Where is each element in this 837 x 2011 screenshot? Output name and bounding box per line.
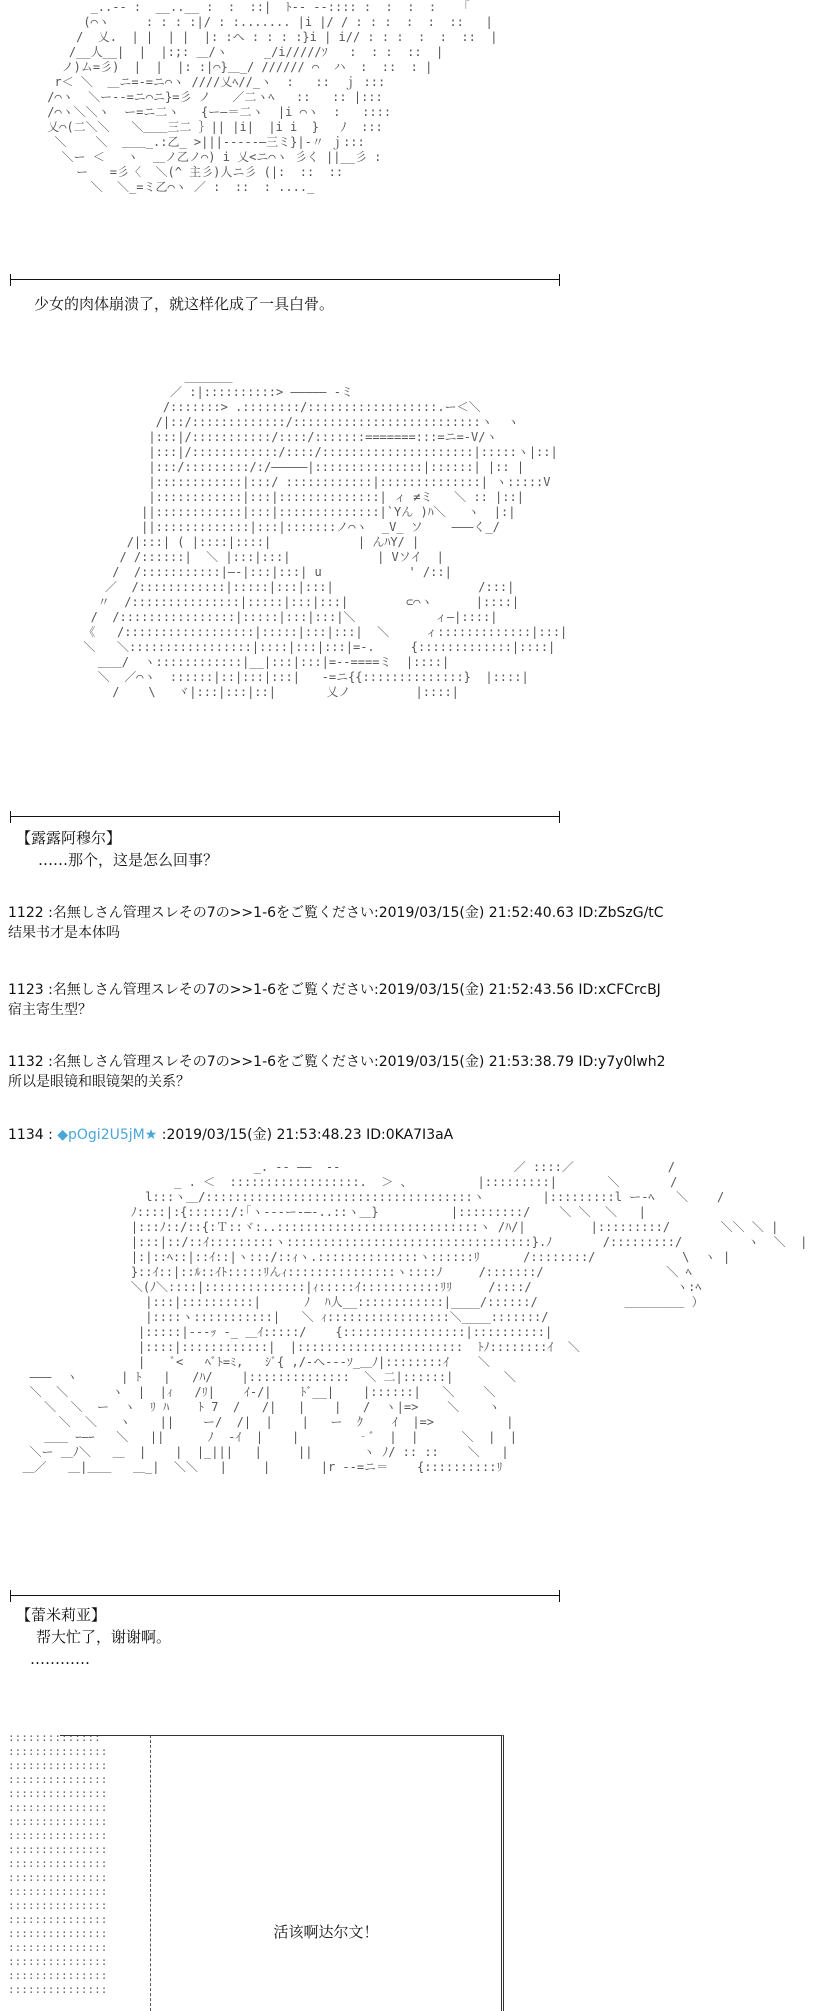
frame-text: 活该啊达尔文！ xyxy=(273,1923,379,1941)
post-1132 xyxy=(8,1052,666,1092)
ascii-dot-column: :::::::::::::: ::::::::::::::: ::::::::::::::: ::::::::::::::: ::::::::::::::: ::::::::::::::: ::::::::::::::: ::::::::::::::: ::::::::::::::: ::::::::::::::: ::::::::::::::: ::::::::::::::: ::::::::::::::: ::::::::::::::: ::::::::::::::: ::::::::::::::: ::::::::::::::: ::::::::::::::: ::::::::::::::: xyxy=(8,1731,108,1996)
narration-text: 少女的肉体崩溃了，就这样化成了一具白骨。 xyxy=(34,295,335,313)
speaker-name: 【露露阿穆尔】 xyxy=(16,829,122,847)
post-header: 1123 :名無しさん管理スレその7の>>1-6をご覧ください:2019/03/15(金) 21:52:43.56 ID:xCFCrcBJ xyxy=(8,982,661,998)
panel-divider xyxy=(10,816,560,817)
post-1123 xyxy=(8,980,661,1020)
post-header: 1122 :名無しさん管理スレその7の>>1-6をご覧ください:2019/03/15(金) 21:52:40.63 ID:ZbSzG/tC xyxy=(8,905,664,921)
dialogue-frame xyxy=(150,1735,504,2011)
post-body: 结果书才是本体吗 xyxy=(8,925,120,941)
ascii-art-skeleton: _..-‐ : __..__ : : ::| ﾄ-‐ ‐-:::: : : : : 「 (⌒ヽ : : : :|/ : :....... |i |/ / : : : : : :: | / 乂. | | | | |: :ヘ : : : :}i | i// : : : : : :: | /__人__| | |:;: ＿/ヽ _/i/////ｿ : : : :: | ノ)ム=彡) | | |: :|⌒}＿_/ ////// ⌒ ハ : :: : | r＜ ＼ ＿ニ=-=ニ⌒ヽ ////乂ﾍ//_ヽ : :: ｊ ::: /⌒ヽ ＼ー‐‐=ニ⌒ニ}=彡 ノ ／二ヽﾍ :: :: |::: /⌒ヽ＼＼ヽ ー=ニ二ヽ {ー―＝二ヽ |i ⌒ヽ : :::: 乂⌒(二＼＼ ＼＿＿三二 ｝|| |i| |i i } ﾉ ::: ＼ ＼ ＿＿_.:乙_ >|||‐‐‐‐‐―三ミ}|‐〃 ｊ::: ＼ー ＜ ヽ ＿ノ乙ノ⌒) i 乂<ニ⌒ヽ 彡く ||__彡 : ー =彡〈 ＼(^ 主彡)人ニ彡 (|: :: :: ＼ ＼_=ミ乙⌒ヽ ／ : :: : ...._ xyxy=(47,0,498,194)
speaker-name: 【蕾米莉亚】 xyxy=(16,1606,107,1624)
frame-top-left-line xyxy=(60,1735,150,1736)
ascii-art-character-remilia: _. -‐ ―― ‐- ／ ::::／ / _ . ＜ ::::::::::::::::::. ＞ 、 |:::::::::| ＼ / l:::ヽ＿/:::::::::::::::::::::::::::::::::::::ヽ |:::::::::l ー‐ﾍ ＼ / ﾉ::::|:{::::::/:｢ヽ‐‐-ー-―-..::ヽ＿} |:::::::::/ ＼ ＼ ＼ | |:::ﾉ::/::{:Ｔ::ヾ:..::::::::::::::::::::::::::::ヽ /ﾊ/| |:::::::::/ ＼＼ ＼ | |:::|::/::ｲ:::::::::ヽ::::::::::::::::::::::::::::::::::}.ﾉ /:::::::::/ ヽ ＼ | |:|::ﾍ::|::ｲ::|ヽ:::/::ｨヽ.::::::::::::::ヽ::::::ﾘ /::::::::/ \ ヽ | }::ｲ::|::ﾙ::ｲﾄ:::::ﾘんｨ:::::::::::::::ヽ::::ﾉ /:::::::/ ＼ ﾍ ＼(ﾉ＼::::|::::::::::::::|ｨ:::::ｲ:::::::::::ﾘﾘ /::::/ ヽ:ﾍ |:::|::::::::::| ﾉ ﾊ人__::::::::::::|____/::::::/ ＿＿＿＿＿ ） |::::ヽ:::::::::::| ＼ ｨ:::::::::::::::::＼____:::::::/ |:::::|‐--ｯ ‐_ ＿ｲ:::::/ {:::::::::::::::::|::::::::::| |::::|::::::::::::| |::::::::::::::::::::::: ﾄﾉ::::::::ｲ ＼ | ﾞ< ﾍﾞﾄ=ﾐ, ｼﾞ{ ,/‐ヘ-‐‐ｿ_＿ﾉ|::::::::ｲ ＼ ――― ヽ | ﾄ | /ﾊ/ |:::::::::::::: ＼ 二|::::::| ＼ ＼ ＼ ヽ | |ｨ /ﾘ| ｲ-/| ﾄﾞ__| |::::::| ＼ ＼ ＼ ＼ ー ヽ ﾘ ﾊ ﾄ 7 / /| | | / ヽ|=> ＼ ヽ ＼ ＼ ヽ || ー/ /| | | ー ｸ ｲ |=> | ＿＿ ｰ―ｰ ＼ || ﾉ ‐ｲ | | ‐ﾞ | | ＼ | | ＼ー ＿ﾉ＼ ＿ | | |_||| | || ヽ ﾉ/ :: :: ＼ | ＿／ ＿|＿＿ ＿_| ＼＼ | | |r ‐‐=ニ＝ {::::::::::ﾘ xyxy=(22,1160,808,1474)
ascii-art-character-ruru: ＿＿＿＿ ／ :|::::::::::> ――――― -ミ /:::::::> .::::::::/::::::::::::::::::.ー＜＼ /|::/:::::::::::::/::::::::::::::::::::::::::ヽ ヽ |:::|/:::::::::::/::::/:::::::=======:::=ニ=-V/ヽ |:::|/::::::::::::/::::/:::::::::::::::::::::|:::::ヽ|::| |:::/:::::::::/:/―――――|:::::::::::::::|::::::| |:: | |::::::::::::|:::/ ::::::::::::|::::::::::::::| ヽ:::::V |::::::::::::|:::|::::::::::::::| ィ ≠ミ ＼ :: |::| ||::::::::::::|:::|::::::::::::::|`Yん )ﾊ＼ ヽ |:| ||:::::::::::::|:::|:::::::ノ⌒ヽ _V_ ソ ―――く_/ /|:::| ( |::::|::::| | んﾊY/ | / /::::::| ＼ |:::|:::| | Vソイ | / /:::::::::::|―‐|:::|:::| u ' /::| ／ /::::::::::::|:::::|:::|:::| /:::| 〃 /:::::::::::::::|:::::|:::|:::| ⊂⌒ヽ |::::| / /::::::::::::::::|:::::|:::|:::|＼ ィ―|::::| 《 /::::::::::::::::::|:::::|:::|:::| ＼ ィ:::::::::::::|:::| ＼ ＼:::::::::::::::::|::::|:::|:::|=-. {:::::::::::::|::::| ＿＿/ ヽ::::::::::::|__|:::|:::|=--====ミ |::::| ＼ ／⌒ヽ ::::::|::|:::|:::| -=ニ{{::::::::::::::} |::::| / \ ヾ|:::|:::|::| 乂ノ |::::| xyxy=(83,370,568,699)
post-1134 xyxy=(8,1125,453,1145)
post-1122 xyxy=(8,903,664,943)
post-body: 所以是眼镜和眼镜架的关系？ xyxy=(8,1074,190,1090)
post-number: 1134 : xyxy=(8,1127,53,1143)
dialogue-line: 帮大忙了，谢谢啊。 xyxy=(36,1628,172,1646)
panel-divider xyxy=(10,1595,560,1596)
post-body: 宿主寄生型？ xyxy=(8,1002,92,1018)
post-header: 1132 :名無しさん管理スレその7の>>1-6をご覧ください:2019/03/15(金) 21:53:38.79 ID:y7y0lwh2 xyxy=(8,1054,666,1070)
dialogue-line: ……那个，这是怎么回事？ xyxy=(38,851,219,869)
panel-divider xyxy=(10,279,560,280)
dialogue-ellipsis: ………… xyxy=(30,1650,90,1668)
post-tripcode: ◆pOgi2U5jM★ xyxy=(57,1127,158,1143)
post-meta: :2019/03/15(金) 21:53:48.23 ID:0KA7I3aA xyxy=(161,1127,454,1143)
